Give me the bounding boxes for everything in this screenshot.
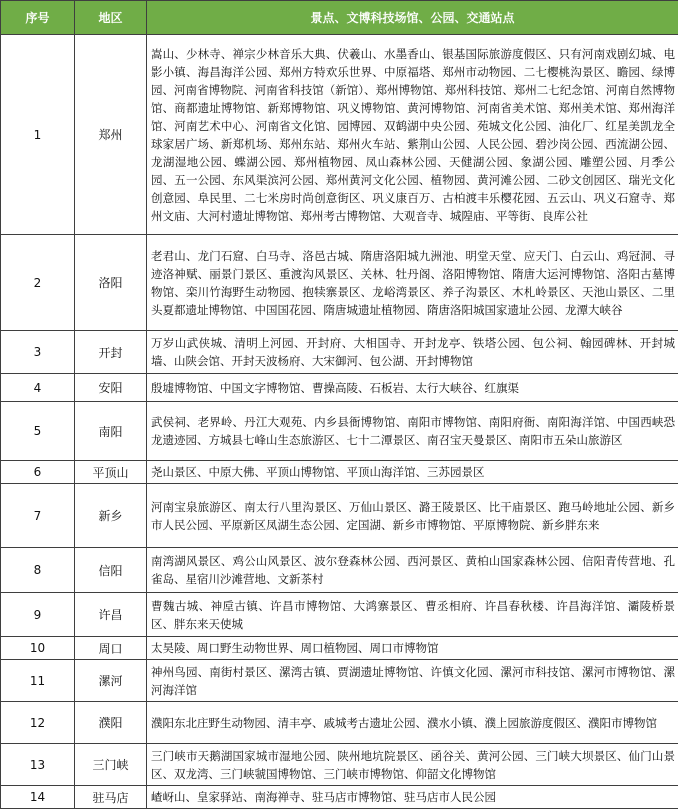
row-places: 太昊陵、周口野生动物世界、周口植物园、周口市博物馆 — [147, 637, 678, 660]
row-places: 三门峡市天鹅湖国家城市湿地公园、陕州地坑院景区、函谷关、黄河公园、三门峡大坝景区、仙门山景区、双龙湾、三门峡虢国博物馆、三门峡市博物馆、仰韶文化博物馆 — [147, 744, 678, 786]
row-region: 周口 — [75, 637, 147, 660]
header-row — [1, 1, 678, 35]
table-row — [1, 786, 678, 809]
row-places: 武侯祠、老界岭、丹江大观苑、内乡县衙博物馆、南阳市博物馆、南阳府衙、南阳海洋馆、中国西峡恐龙遗迹园、方城县七峰山生态旅游区、七十二潭景区、南召宝天曼景区、南阳市五朵山旅游区 — [147, 402, 678, 461]
header-num: 序号 — [1, 1, 75, 35]
row-num: 8 — [1, 548, 75, 593]
row-num: 13 — [1, 744, 75, 786]
row-num: 2 — [1, 235, 75, 331]
table-row — [1, 484, 678, 548]
row-region: 三门峡 — [75, 744, 147, 786]
row-places: 河南宝泉旅游区、南太行八里沟景区、万仙山景区、潞王陵景区、比干庙景区、跑马岭地址公园、新乡市人民公园、平原新区凤湖生态公园、定国湖、新乡市博物馆、平原博物院、新乡胖东来 — [147, 484, 678, 548]
table-row — [1, 744, 678, 786]
row-region: 信阳 — [75, 548, 147, 593]
row-region: 南阳 — [75, 402, 147, 461]
table-row — [1, 548, 678, 593]
row-region: 安阳 — [75, 374, 147, 402]
row-places: 神州鸟园、南街村景区、漯湾古镇、贾湖遗址博物馆、许慎文化园、漯河市科技馆、漯河市博物馆、漯河海洋馆 — [147, 660, 678, 702]
table-row — [1, 660, 678, 702]
table-row — [1, 374, 678, 402]
row-region: 漯河 — [75, 660, 147, 702]
row-places: 曹魏古城、神垕古镇、许昌市博物馆、大鸿寨景区、曹丞相府、许昌春秋楼、许昌海洋馆、灞陵桥景区、胖东来天使城 — [147, 593, 678, 637]
row-num: 6 — [1, 461, 75, 484]
row-num: 4 — [1, 374, 75, 402]
table-row — [1, 461, 678, 484]
row-places: 濮阳东北庄野生动物园、清丰亭、戚城考古遗址公园、濮水小镇、濮上园旅游度假区、濮阳市博物馆 — [147, 702, 678, 744]
table-row — [1, 402, 678, 461]
row-num: 12 — [1, 702, 75, 744]
row-num: 10 — [1, 637, 75, 660]
row-region: 新乡 — [75, 484, 147, 548]
row-places: 嵩山、少林寺、禅宗少林音乐大典、伏羲山、水墨香山、银基国际旅游度假区、只有河南戏剧幻城、电影小镇、海昌海洋公园、郑州方特欢乐世界、中原福塔、郑州市动物园、二七樱桃沟景区、瞻园、绿博园、河南省博物院、河南省科技馆（新馆）、郑州博物馆、郑州科技馆、郑州二七纪念馆、河南自然博物馆、商都遗址博物馆、新郑博物馆、巩义博物馆、黄河博物馆、河南省美术馆、郑州美术馆、郑州海洋馆、河南艺术中心、河南省文化馆、园博园、双鹤湖中央公园、苑城文化公园、油化厂、红星美凯龙全球家居广场、新郑机场、郑州东站、郑州火车站、紫荆山公园、人民公园、碧沙岗公园、西流湖公园、龙湖湿地公园、蝶湖公园、郑州植物园、凤山森林公园、天健湖公园、象湖公园、雕塑公园、月季公园、五一公园、东风渠滨河公园、郑州黄河文化公园、植物园、黄河滩公园、二砂文创园区、瑞光文化创意园、阜民里、二七米房时尚创意街区、巩义康百万、古柏渡丰乐樱花园、五云山、巩义石窟寺、郑州文庙、大河村遗址博物馆、郑州考古博物馆、大观音寺、城隍庙、平等街、良库公社 — [147, 35, 678, 235]
table-row — [1, 235, 678, 331]
table-row — [1, 637, 678, 660]
row-num: 9 — [1, 593, 75, 637]
row-places: 尧山景区、中原大佛、平顶山博物馆、平顶山海洋馆、三苏园景区 — [147, 461, 678, 484]
row-num: 11 — [1, 660, 75, 702]
row-places: 老君山、龙门石窟、白马寺、洛邑古城、隋唐洛阳城九洲池、明堂天堂、应天门、白云山、鸡冠洞、寻迹洛神赋、丽景门景区、重渡沟风景区、关林、牡丹阁、洛阳博物馆、隋唐大运河博物馆、洛阳古墓博物馆、栾川竹海野生动物园、抱犊寨景区、龙峪湾景区、养子沟景区、木札岭景区、天池山景区、二里头夏都遗址博物馆、中国国花园、隋唐城遗址植物园、隋唐洛阳城国家遗址公园、龙潭大峡谷 — [147, 235, 678, 331]
row-num: 7 — [1, 484, 75, 548]
row-num: 3 — [1, 331, 75, 374]
row-region: 开封 — [75, 331, 147, 374]
header-region: 地区 — [75, 1, 147, 35]
row-num: 14 — [1, 786, 75, 809]
row-places: 殷墟博物馆、中国文字博物馆、曹操高陵、石板岩、太行大峡谷、红旗渠 — [147, 374, 678, 402]
row-region: 许昌 — [75, 593, 147, 637]
row-region: 驻马店 — [75, 786, 147, 809]
row-places: 南湾湖风景区、鸡公山风景区、波尔登森林公园、西河景区、黄柏山国家森林公园、信阳青传营地、孔雀岛、星宿川沙滩营地、文新茶村 — [147, 548, 678, 593]
row-region: 郑州 — [75, 35, 147, 235]
row-region: 濮阳 — [75, 702, 147, 744]
row-num: 1 — [1, 35, 75, 235]
row-places: 万岁山武侠城、清明上河园、开封府、大相国寺、开封龙亭、铁塔公园、包公祠、翰园碑林、开封城墙、山陕会馆、开封天波杨府、大宋御河、包公湖、开封博物馆 — [147, 331, 678, 374]
header-places: 景点、文博科技场馆、公园、交通站点 — [147, 1, 678, 35]
table-row — [1, 593, 678, 637]
row-region: 平顶山 — [75, 461, 147, 484]
row-num: 5 — [1, 402, 75, 461]
table-row — [1, 702, 678, 744]
table-row — [1, 331, 678, 374]
row-region: 洛阳 — [75, 235, 147, 331]
row-places: 嵖岈山、皇家驿站、南海禅寺、驻马店市博物馆、驻马店市人民公园 — [147, 786, 678, 809]
table-row — [1, 35, 678, 235]
